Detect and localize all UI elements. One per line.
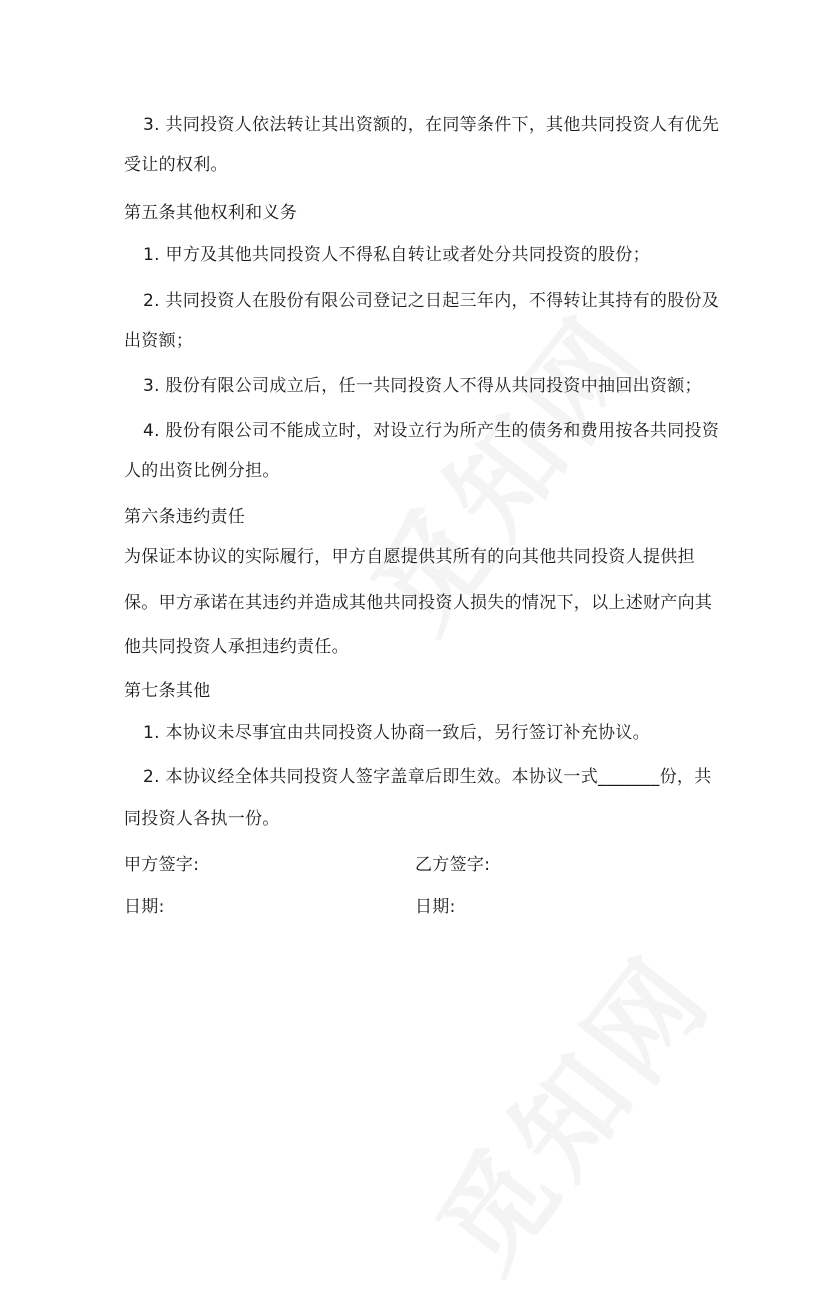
article4-item3-line2: 受让的权利。 <box>124 155 228 175</box>
article5-item4-line2: 人的出资比例分担。 <box>124 461 280 481</box>
article5-item2-line2: 出资额； <box>124 331 194 351</box>
article6-para-line2: 保。甲方承诺在其违约并造成其他共同投资人损失的情况下，以上述财产向其 <box>124 593 713 613</box>
article5-heading: 第五条其他权利和义务 <box>124 203 297 223</box>
party-b-date-label: 日期: <box>415 897 456 917</box>
article5-item3: 3. 股份有限公司成立后，任一共同投资人不得从共同投资中抽回出资额； <box>143 376 702 396</box>
article5-item2-line1: 2. 共同投资人在股份有限公司登记之日起三年内，不得转让其持有的股份及 <box>143 291 720 311</box>
watermark <box>395 916 741 1297</box>
article5-item4-line1: 4. 股份有限公司不能成立时，对设立行为所产生的债务和费用按各共同投资 <box>143 421 720 441</box>
article7-heading: 第七条其他 <box>124 681 211 701</box>
article7-item2-line1: 2. 本协议经全体共同投资人签字盖章后即生效。本协议一式_______份，共 <box>143 767 712 787</box>
party-b-signature-label: 乙方签字: <box>415 855 491 875</box>
article6-para-line3: 他共同投资人承担违约责任。 <box>124 637 349 657</box>
article5-item1: 1. 甲方及其他共同投资人不得私自转让或者处分共同投资的股份； <box>143 245 650 265</box>
article4-item3-line1: 3. 共同投资人依法转让其出资额的，在同等条件下，其他共同投资人有优先 <box>143 115 720 135</box>
party-a-date-label: 日期: <box>124 897 165 917</box>
article7-item2-line2: 同投资人各执一份。 <box>124 809 280 829</box>
article7-item1: 1. 本协议未尽事宜由共同投资人协商一致后，另行签订补充协议。 <box>143 723 650 743</box>
party-a-signature-label: 甲方签字: <box>124 855 200 875</box>
article6-para-line1: 为保证本协议的实际履行，甲方自愿提供其所有的向其他共同投资人提供担 <box>124 547 695 567</box>
article6-heading: 第六条违约责任 <box>124 507 246 527</box>
